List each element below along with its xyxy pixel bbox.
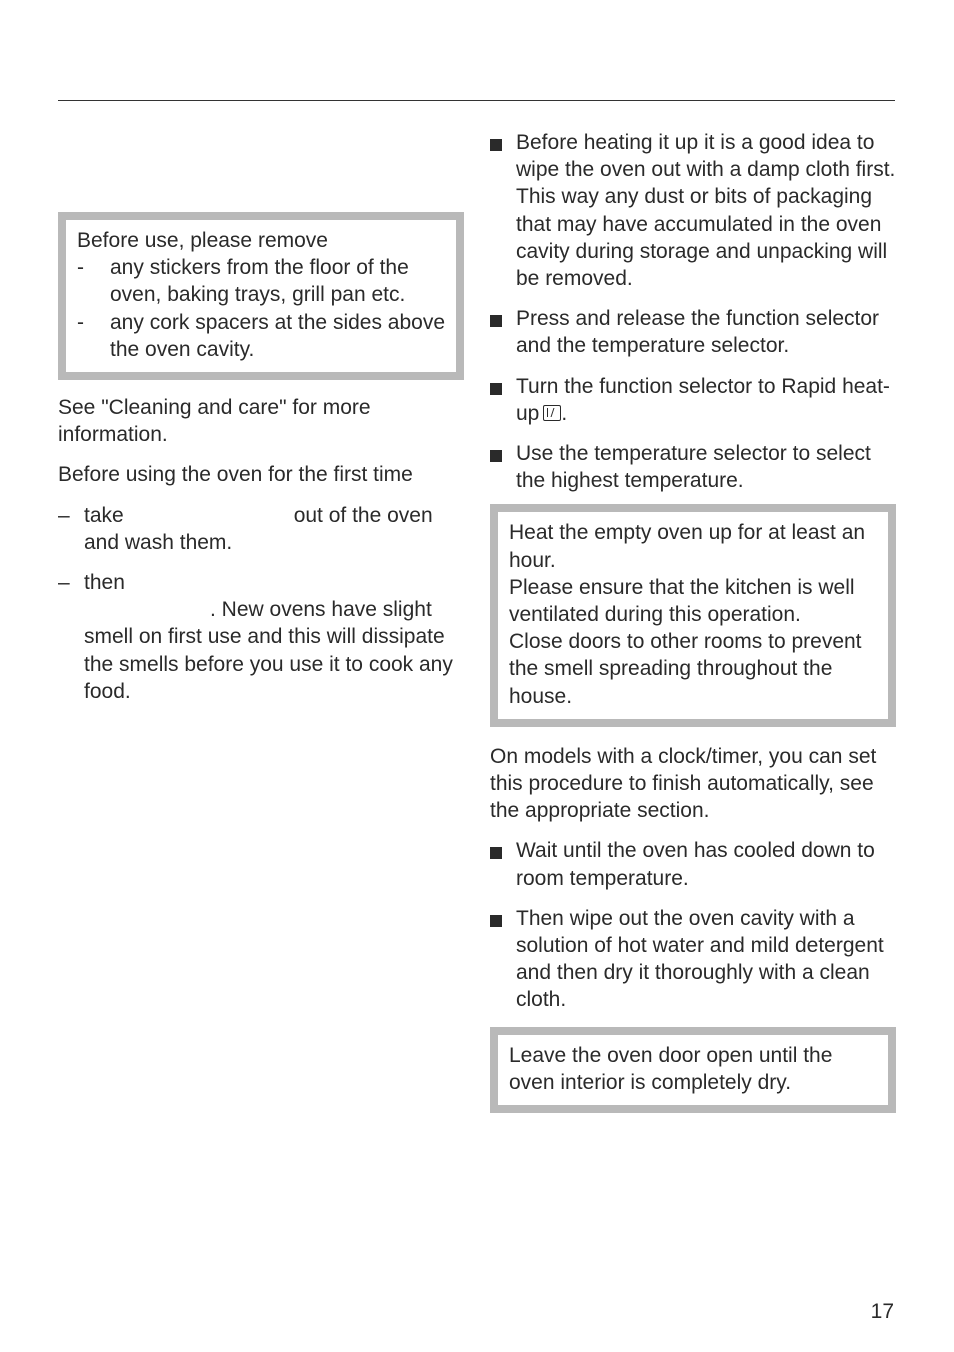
- first-time-step: – take out of the oven and wash them.: [58, 503, 433, 554]
- first-time-step: – then . New ovens have slight smell on first use and this will dissipate the smells before you use it to cook any food.: [58, 571, 453, 703]
- step-item: Use the temperature selector to select the highest temperature.: [490, 440, 896, 494]
- clock-note: On models with a clock/timer, you can set this procedure to finish automatically, see the appropriate section.: [490, 744, 877, 823]
- warning-intro: Before use, please remove: [77, 229, 328, 252]
- warning-item: - any stickers from the floor of the oven, baking trays, grill pan etc.: [77, 256, 409, 307]
- warning-list: [77, 254, 446, 363]
- heat-box-line: Please ensure that the kitchen is well ventilated during this operation.: [509, 575, 855, 627]
- rapid-heat-up-icon: [543, 405, 561, 421]
- see-more-text: See "Cleaning and care" for more information.: [58, 396, 371, 447]
- dash-marker: -: [77, 310, 84, 334]
- dash-marker: –: [58, 571, 70, 595]
- first-time-text: Before using the oven for the first time: [58, 463, 413, 487]
- warning-box: [58, 212, 464, 380]
- step-item: Press and release the function selector and the temperature selector.: [490, 305, 896, 359]
- bullet-square-icon: [490, 847, 502, 859]
- page-number: 17: [870, 1300, 894, 1323]
- bullet-square-icon: [490, 139, 502, 151]
- heat-box-line: Close doors to other rooms to prevent the smell spreading throughout the house.: [509, 630, 862, 708]
- dash-marker: –: [58, 503, 70, 527]
- bullet-square-icon: [490, 915, 502, 927]
- step-item: Then wipe out the oven cavity with a solution of hot water and mild detergent and then dry it thoroughly with a clean cloth.: [490, 905, 896, 1014]
- warning-item: - any cork spacers at the sides above the oven cavity.: [77, 310, 446, 361]
- door-box: [490, 1027, 896, 1113]
- step-item: Wait until the oven has cooled down to room temperature.: [490, 837, 896, 891]
- first-time-steps: [58, 502, 464, 705]
- heat-box: [490, 504, 896, 726]
- bullet-square-icon: [490, 315, 502, 327]
- bullet-square-icon: [490, 383, 502, 395]
- right-column: [490, 129, 896, 1113]
- dash-marker: -: [77, 256, 84, 280]
- step-item: Before heating it up it is a good idea to wipe the oven out with a damp cloth first. This way any dust or bits of packaging that may have accumulated in the oven cavity during storage and unpacking will be removed.: [490, 129, 896, 292]
- step-item: Turn the function selector to Rapid heat-up .: [490, 373, 896, 427]
- left-column: [58, 212, 464, 705]
- heat-box-line: Heat the empty oven up for at least an hour.: [509, 521, 866, 572]
- bullet-square-icon: [490, 450, 502, 462]
- header-rule: [58, 100, 895, 101]
- door-box-text: Leave the oven door open until the oven interior is completely dry.: [509, 1043, 833, 1094]
